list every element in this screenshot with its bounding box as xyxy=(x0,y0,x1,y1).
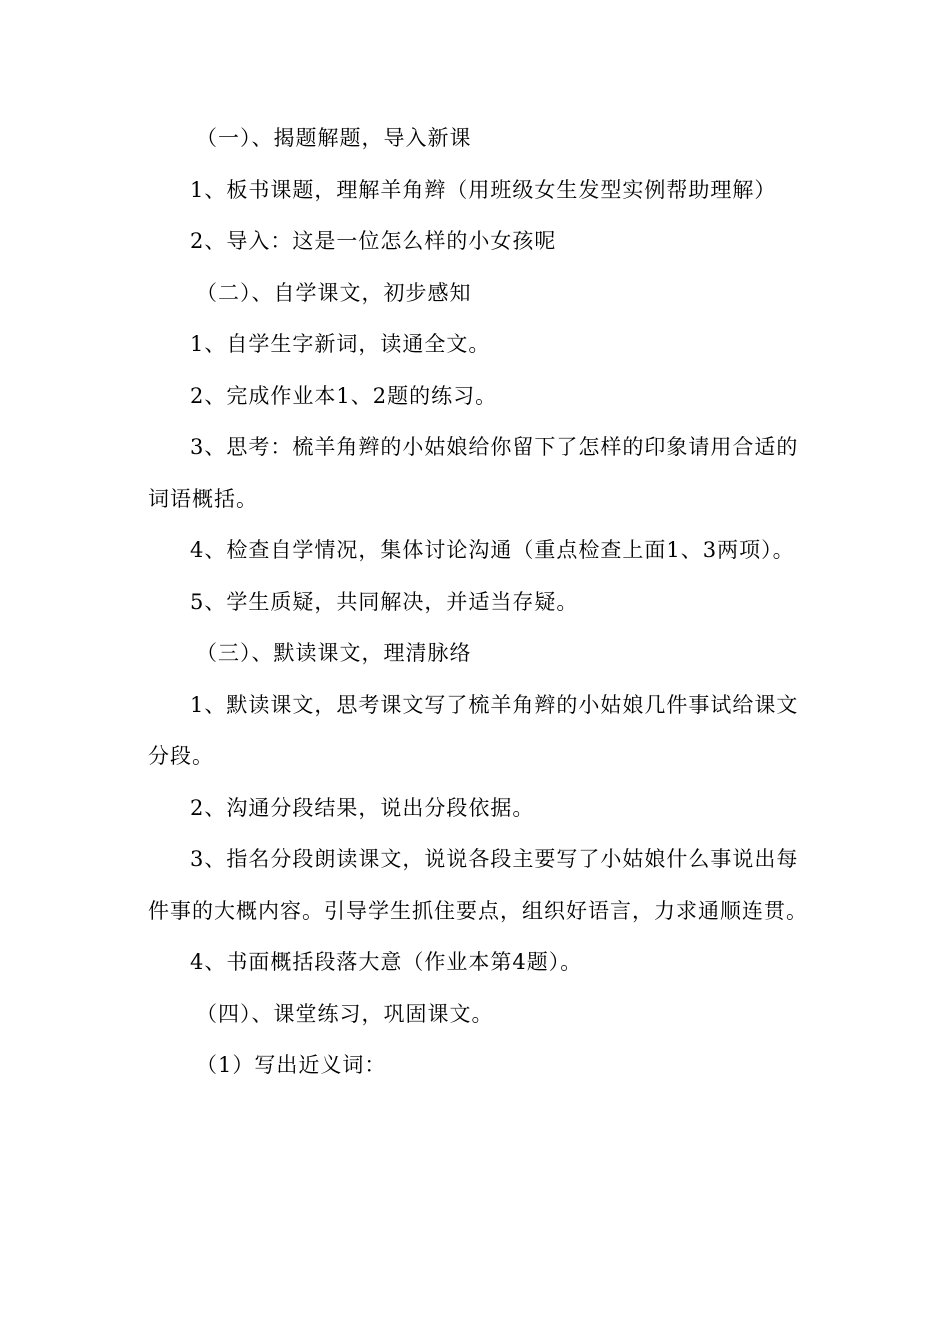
section-heading-3: （三）、默读课文，理清脉络 xyxy=(196,641,472,665)
section-heading-4: （四）、课堂练习，巩固课文。 xyxy=(196,1001,494,1026)
paragraph: 4、书面概括段落大意（作业本第4题）。 xyxy=(190,950,583,974)
paragraph: 3、思考：梳羊角辫的小姑娘给你留下了怎样的印象请用合适的词语概括。 xyxy=(148,435,799,511)
paragraph: 4、检查自学情况，集体讨论沟通（重点检查上面1、3两项）。 xyxy=(190,538,795,562)
section-heading-2: （二）、自学课文，初步感知 xyxy=(196,280,472,305)
exercise-heading: （1）写出近义词： xyxy=(196,1053,387,1077)
paragraph: 2、导入：这是一位怎么样的小女孩呢 xyxy=(190,229,557,253)
section-heading-1: （一）、揭题解题，导入新课 xyxy=(196,126,472,150)
paragraph: 5、学生质疑，共同解决，并适当存疑。 xyxy=(190,589,579,614)
paragraph: 2、沟通分段结果，说出分段依据。 xyxy=(190,795,535,820)
paragraph: 1、默读课文，思考课文写了梳羊角辫的小姑娘几件事试给课文分段。 xyxy=(148,692,799,768)
paragraph: 3、指名分段朗读课文，说说各段主要写了小姑娘什么事说出每件事的大概内容。引导学生抓住要点，组织好语言，力求通顺连贯。 xyxy=(148,847,808,923)
document-body xyxy=(148,113,808,1092)
paragraph: 1、自学生字新词，读通全文。 xyxy=(190,332,491,356)
paragraph: 2、完成作业本1、2题的练习。 xyxy=(190,383,498,408)
paragraph: 1、板书课题，理解羊角辫（用班级女生发型实例帮助理解） xyxy=(190,177,777,202)
